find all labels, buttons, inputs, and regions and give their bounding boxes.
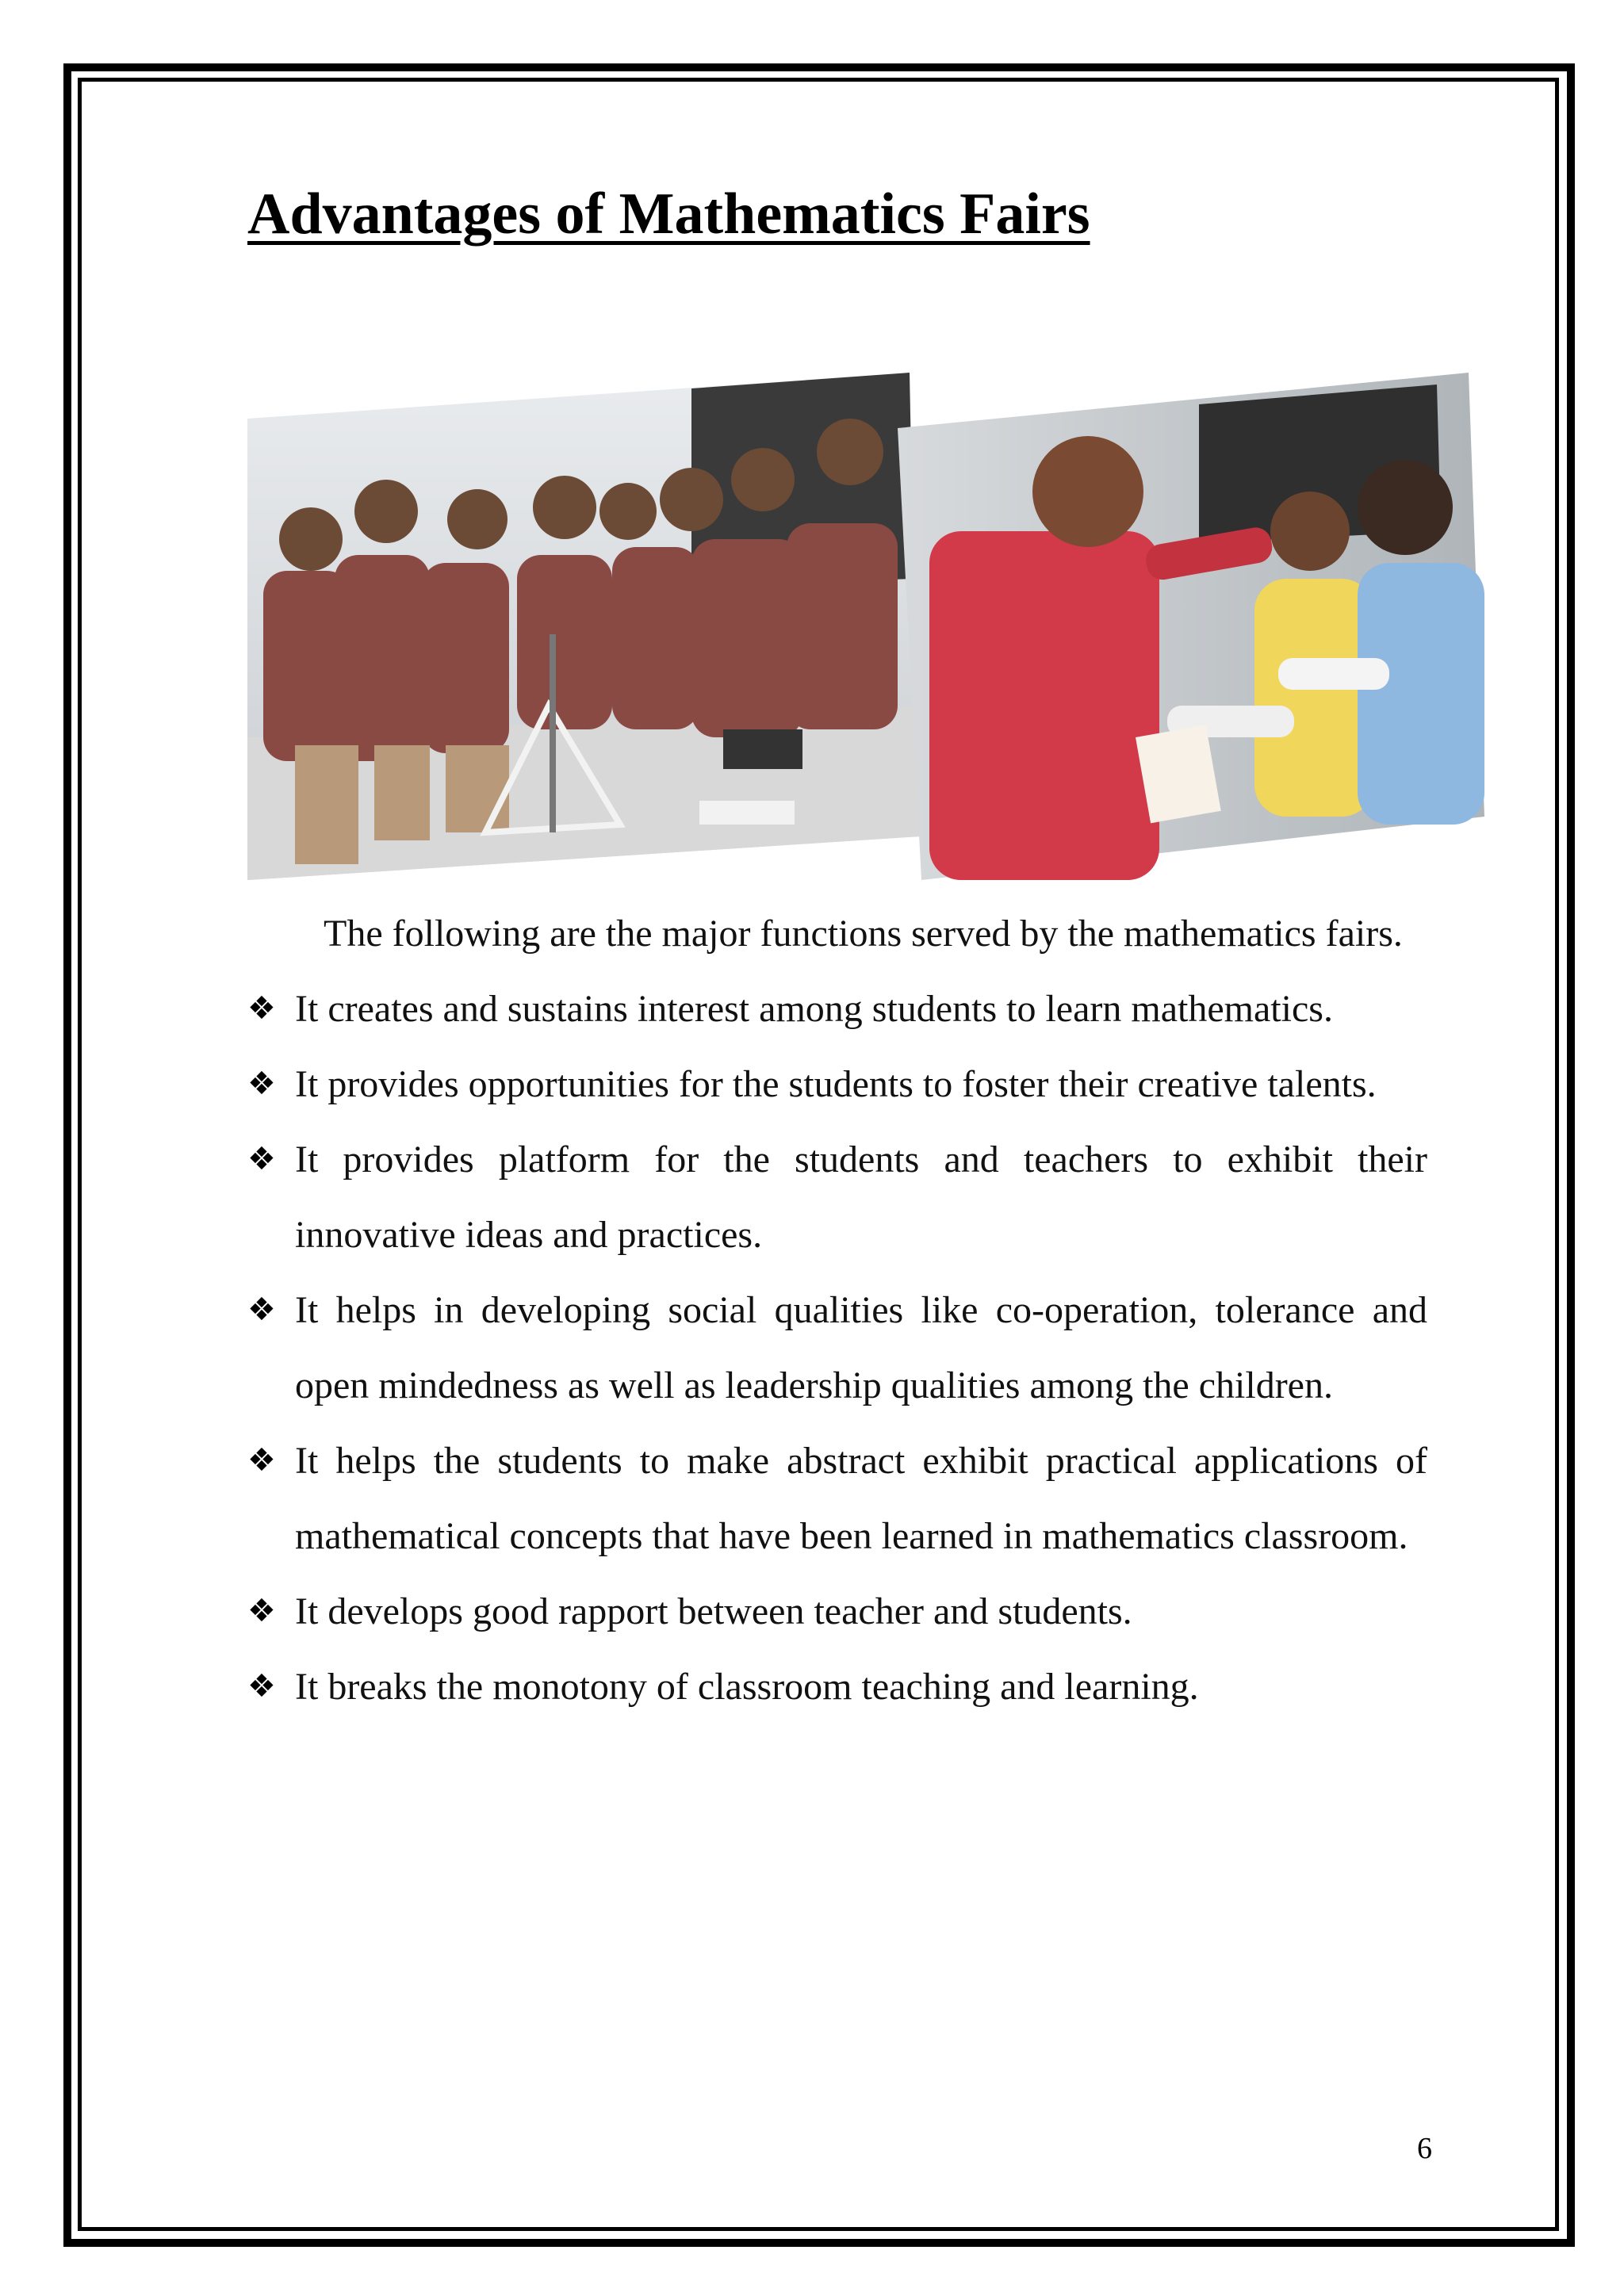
advantage-text-1: It creates and sustains interest among students to learn mathematics. xyxy=(295,988,1333,1030)
page-title: Advantages of Mathematics Fairs xyxy=(247,182,1090,247)
advantage-item-5 xyxy=(246,1423,1427,1574)
advantage-item-1 xyxy=(246,971,1427,1047)
advantage-text-6: It develops good rapport between teacher and students. xyxy=(295,1590,1132,1632)
diamond-bullet-icon: ❖ xyxy=(247,1442,276,1479)
advantage-item-4 xyxy=(246,1272,1427,1423)
body-text xyxy=(246,896,1427,1724)
diamond-bullet-icon: ❖ xyxy=(247,1066,276,1102)
advantage-item-7 xyxy=(246,1649,1427,1724)
photo-collage xyxy=(247,373,1484,880)
advantage-text-5: It helps the students to make abstract exhibit practical applications of mathematical concepts that have been learned in mathematics classroom. xyxy=(295,1440,1427,1557)
diamond-bullet-icon: ❖ xyxy=(247,1668,276,1705)
advantage-text-7: It breaks the monotony of classroom teaching and learning. xyxy=(295,1666,1199,1708)
advantage-item-2 xyxy=(246,1047,1427,1122)
intro-paragraph: The following are the major functions served by the mathematics fairs. xyxy=(324,913,1403,955)
diamond-bullet-icon: ❖ xyxy=(247,990,276,1027)
right-photo-teacher-demonstration xyxy=(898,373,1484,880)
diamond-bullet-icon: ❖ xyxy=(247,1292,276,1328)
advantage-item-6 xyxy=(246,1574,1427,1649)
diamond-bullet-icon: ❖ xyxy=(247,1141,276,1177)
advantage-item-3 xyxy=(246,1122,1427,1272)
students-exhibit-photos xyxy=(247,373,1484,880)
page-number: 6 xyxy=(1417,2132,1432,2165)
diamond-bullet-icon: ❖ xyxy=(247,1593,276,1629)
advantage-text-2: It provides opportunities for the students to foster their creative talents. xyxy=(295,1063,1377,1105)
advantages-list xyxy=(246,971,1427,1724)
advantage-text-4: It helps in developing social qualities like co-operation, tolerance and open mindedness as well as leadership qualities among the children. xyxy=(295,1289,1427,1406)
left-photo-group-students xyxy=(247,373,920,880)
advantage-text-3: It provides platform for the students and teachers to exhibit their innovative ideas and practices. xyxy=(295,1138,1427,1256)
